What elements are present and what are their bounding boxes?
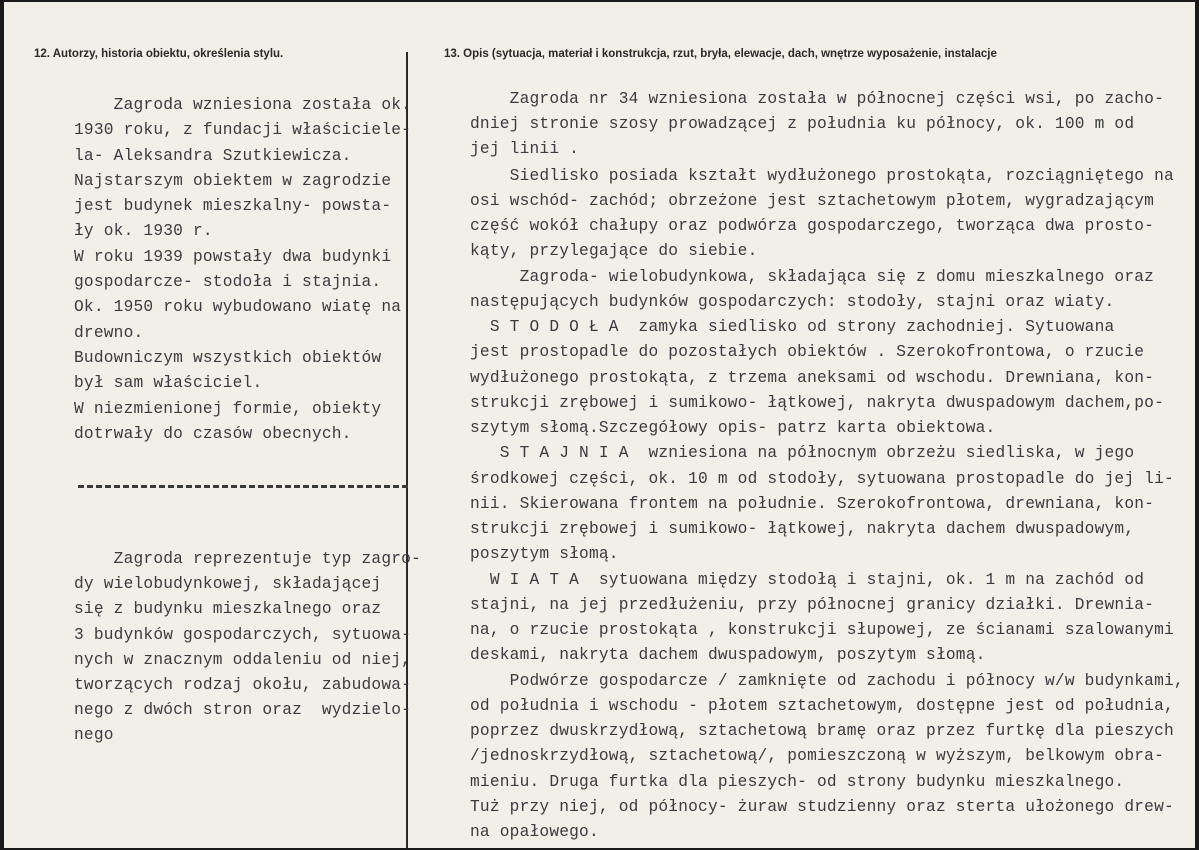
text-line: S T A J N I A wzniesiona na północnym obrzeżu siedliska, w jego bbox=[470, 444, 1135, 462]
text-line: /jednoskrzydłową, sztachetową/, pomieszczoną w wyższym, belkowym obra- bbox=[470, 747, 1164, 765]
text-line: mieniu. Druga furtka dla pieszych- od strony budynku mieszkalnego. bbox=[470, 773, 1125, 791]
text-line: jest budynek mieszkalny- powsta- bbox=[74, 197, 392, 215]
text-line: osi wschód- zachód; obrzeżone jest sztachetowym płotem, wygradzającym bbox=[470, 192, 1155, 210]
text-line: nych w znacznym oddaleniu od niej, bbox=[74, 651, 412, 669]
text-line: dy wielobudynkowej, składającej bbox=[74, 575, 382, 593]
text-line: się z budynku mieszkalnego oraz bbox=[74, 600, 382, 618]
text-line: Najstarszym obiektem w zagrodzie bbox=[74, 172, 392, 190]
text-line: nii. Skierowana frontem na południe. Szerokofrontowa, drewniana, kon- bbox=[470, 495, 1155, 513]
text-line: W roku 1939 powstały dwa budynki bbox=[74, 248, 392, 266]
text-line: 3 budynków gospodarczych, sytuowa- bbox=[74, 626, 412, 644]
text-line: wydłużonego prostokąta, z trzema aneksami od wschodu. Drewniana, kon- bbox=[470, 369, 1155, 387]
text-line: Zagroda nr 34 wzniesiona została w północnej części wsi, po zacho- bbox=[470, 90, 1164, 108]
text-line: poprzez dwuskrzydłową, sztachetową bramę oraz przez furtkę dla pieszych bbox=[470, 722, 1174, 740]
text-line: dotrwały do czasów obecnych. bbox=[74, 425, 352, 443]
text-line: Tuż przy niej, od północy- żuraw studzienny oraz sterta ułożonego drew- bbox=[470, 798, 1174, 816]
text-line: jest prostopadle do pozostałych obiektów . Szerokofrontowa, o rzucie bbox=[470, 343, 1145, 361]
text-line: ły ok. 1930 r. bbox=[74, 222, 213, 240]
text-line: szytym słomą.Szczegółowy opis- patrz karta obiektowa. bbox=[470, 419, 996, 437]
text-line: stajni, na jej przedłużeniu, przy północnej granicy działki. Drewnia- bbox=[470, 596, 1155, 614]
text-line: Zagroda- wielobudynkowa, składająca się z domu mieszkalnego oraz bbox=[470, 268, 1155, 286]
text-line: Budowniczym wszystkich obiektów bbox=[74, 349, 382, 367]
text-line: następujących budynków gospodarczych: stodoły, stajni oraz wiaty. bbox=[470, 293, 1115, 311]
text-line: deskami, nakryta dachem dwuspadowym, poszytym słomą. bbox=[470, 646, 986, 664]
text-line: W niezmienionej formie, obiekty bbox=[74, 400, 382, 418]
section-13-header: 13. Opis (sytuacja, materiał i konstrukcja, rzut, bryła, elewacje, dach, wnętrze wyposażenie, instalacje bbox=[444, 48, 997, 60]
text-line: od południa i wschodu - płotem sztachetowym, dostępne jest od południa, bbox=[470, 697, 1174, 715]
text-line: był sam właściciel. bbox=[74, 374, 263, 392]
text-line: strukcji zrębowej i sumikowo- łątkowej, nakryta dachem dwuspadowym, bbox=[470, 520, 1135, 538]
text-line: Siedlisko posiada kształt wydłużonego prostokąta, rozciągniętego na bbox=[470, 167, 1174, 185]
text-line: jej linii . bbox=[470, 140, 580, 158]
text-line: środkowej części, ok. 10 m od stodoły, sytuowana prostopadle do jej li- bbox=[470, 470, 1174, 488]
section-12-header: 12. Autorzy, historia obiektu, określenia stylu. bbox=[34, 48, 284, 60]
text-line: Ok. 1950 roku wybudowano wiatę na bbox=[74, 298, 402, 316]
text-line: na opałowego. bbox=[470, 823, 599, 841]
text-line: W I A T A sytuowana między stodołą i stajni, ok. 1 m na zachód od bbox=[470, 571, 1145, 589]
text-line: część wokół chałupy oraz podwórza gospodarczego, tworząca dwa prosto- bbox=[470, 217, 1155, 235]
text-line: tworzących rodzaj okołu, zabudowa- bbox=[74, 676, 412, 694]
text-line: nego bbox=[74, 726, 114, 744]
text-line: na, o rzucie prostokąta , konstrukcji słupowej, ze ścianami szalowanymi bbox=[470, 621, 1174, 639]
text-line: gospodarcze- stodoła i stajnia. bbox=[74, 273, 382, 291]
text-line: drewno. bbox=[74, 324, 144, 342]
text-line: 1930 roku, z fundacji właściciele- bbox=[74, 121, 412, 139]
text-line: strukcji zrębowej i sumikowo- łątkowej, nakryta dwuspadowym dachem,po- bbox=[470, 394, 1164, 412]
text-line: kąty, przylegające do siebie. bbox=[470, 242, 758, 260]
text-line: Podwórze gospodarcze / zamknięte od zachodu i północy w/w budynkami, bbox=[470, 672, 1184, 690]
text-line: poszytym słomą. bbox=[470, 545, 619, 563]
dashed-separator bbox=[78, 485, 408, 488]
document-page bbox=[4, 2, 1195, 848]
text-line: Zagroda reprezentuje typ zagro- bbox=[74, 550, 421, 568]
text-line: Zagroda wzniesiona została ok. bbox=[74, 96, 412, 114]
text-line: S T O D O Ł A zamyka siedlisko od strony zachodniej. Sytuowana bbox=[470, 318, 1115, 336]
text-line: la- Aleksandra Szutkiewicza. bbox=[74, 147, 352, 165]
text-line: nego z dwóch stron oraz wydzielo- bbox=[74, 701, 412, 719]
column-divider-line bbox=[406, 52, 408, 848]
text-line: dniej stronie szosy prowadzącej z południa ku północy, ok. 100 m od bbox=[470, 115, 1135, 133]
